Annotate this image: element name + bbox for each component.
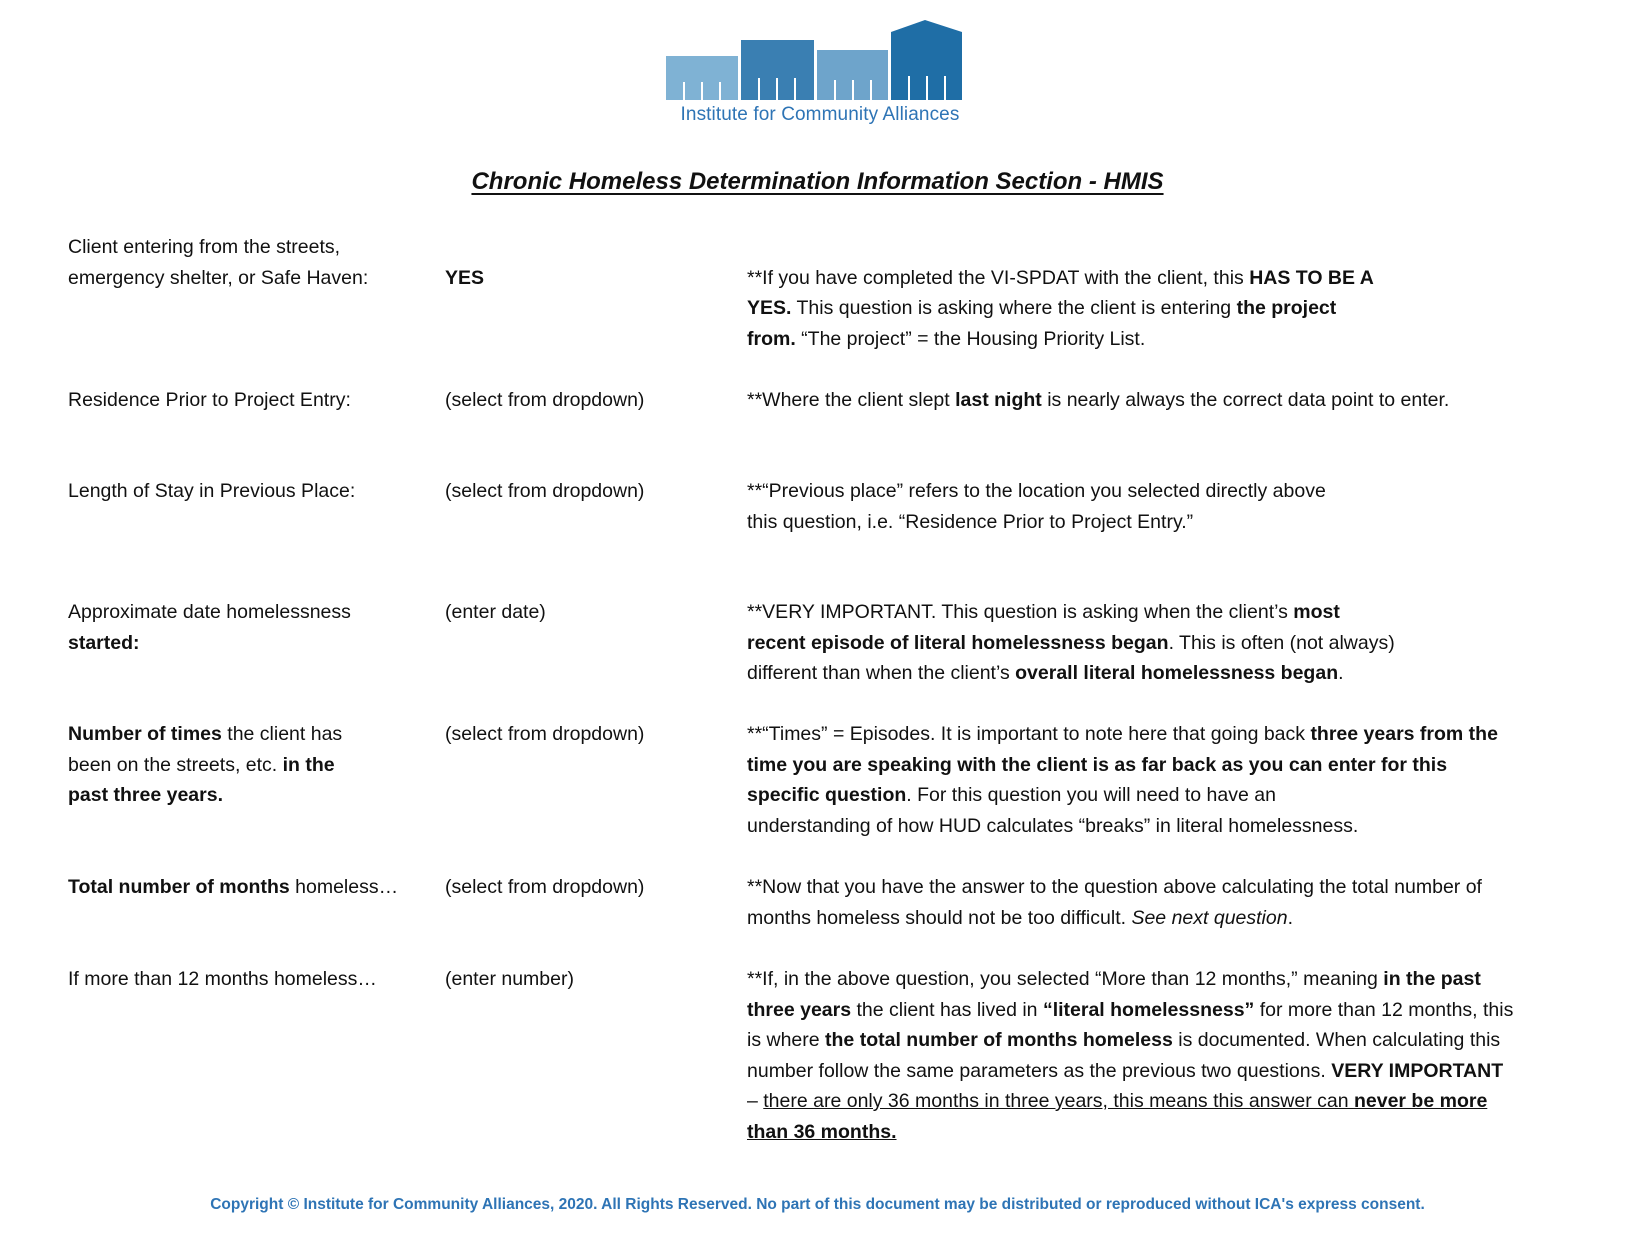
copyright-footer: Copyright © Institute for Community Alliances, 2020. All Rights Reserved. No part of this document may be distributed or reproduced without ICA's express consent. [210,1196,1425,1213]
row-value: (enter date) [445,601,546,623]
row-label: Approximate date homelessness started: [68,601,351,654]
row-note: **Now that you have the answer to the question above calculating the total number of months homeless should not be too difficult. See next question. [747,876,1482,929]
row-label: Residence Prior to Project Entry: [68,389,351,411]
row-note: **If you have completed the VI-SPDAT with the client, this HAS TO BE A YES. This question is asking where the client is entering the project from. “The project” = the Housing Priority List. [747,266,1374,350]
row-note: **If, in the above question, you selected “More than 12 months,” meaning in the past three years the client has lived in “literal homelessness” for more than 12 months, this is where the total number of months homeless is documented. When calculating this number follow the same parameters as the previous two questions. VERY IMPORTANT – there are only 36 months in three years, this means this answer can never be more than 36 months. [747,968,1514,1143]
row-label: Client entering from the streets, emergency shelter, or Safe Haven: [68,236,369,289]
row-value: (enter number) [445,968,574,990]
row-note: **VERY IMPORTANT. This question is asking when the client’s most recent episode of literal homelessness began. This is often (not always) different than when the client’s overall literal homelessness began. [747,601,1395,684]
row-value: (select from dropdown) [445,480,645,502]
row-value: (select from dropdown) [445,723,645,745]
row-label: Total number of months homeless… [68,876,399,898]
row-note: **“Times” = Episodes. It is important to note here that going back three years from the time you are speaking with the client is as far back as you can enter for this specific question. For this question you will need to have an understanding of how HUD calculates “breaks” in literal homelessness. [747,723,1498,837]
row-note: **Where the client slept last night is nearly always the correct data point to enter. [747,389,1450,411]
row-label: If more than 12 months homeless… [68,968,377,990]
row-value: (select from dropdown) [445,876,645,898]
row-value: YES [445,266,485,289]
row-label: Length of Stay in Previous Place: [68,480,356,502]
row-value: (select from dropdown) [445,389,645,411]
row-label: Number of times the client has been on the streets, etc. in the past three years. [68,723,343,806]
logo-text: Institute for Community Alliances [680,104,960,125]
page-title: Chronic Homeless Determination Information Section - HMIS [471,168,1164,195]
row-note: **“Previous place” refers to the location you selected directly above this question, i.e. “Residence Prior to Project Entry.” [747,480,1326,533]
